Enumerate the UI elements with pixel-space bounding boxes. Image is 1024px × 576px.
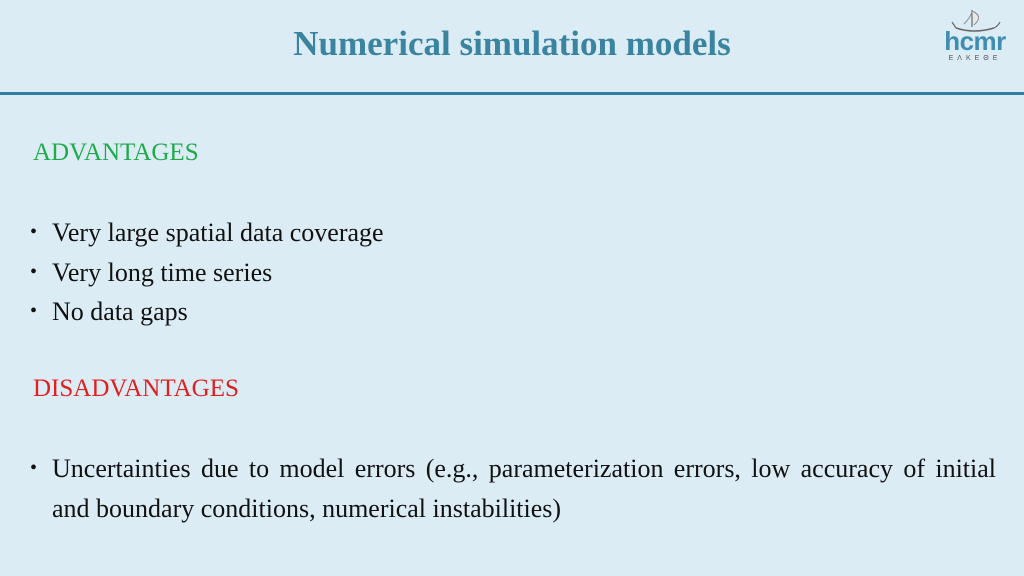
- list-item: [30, 213, 996, 253]
- bullet-icon: •: [30, 457, 38, 479]
- hcmr-logo: [934, 6, 1016, 66]
- slide-title: Numerical simulation models: [293, 24, 731, 63]
- bullet-icon: •: [30, 221, 38, 243]
- logo-subtext: ΕΛΚΕΘΕ: [948, 55, 1002, 62]
- slide-header: [0, 0, 1024, 94]
- list-item: [30, 292, 996, 332]
- list-item-text: Uncertainties due to model errors (e.g., parameterization errors, low accuracy of initial and boundary conditions, numerical instabilities): [52, 454, 996, 523]
- advantages-heading: ADVANTAGES: [33, 139, 199, 166]
- bullet-icon: •: [30, 260, 38, 283]
- header-divider: [0, 92, 1024, 95]
- list-item-text: Very long time series: [52, 257, 273, 287]
- advantages-list: [30, 213, 996, 332]
- bullet-icon: •: [30, 300, 38, 322]
- list-item: [30, 253, 996, 293]
- disadvantages-list: [30, 449, 996, 528]
- list-item: [30, 449, 996, 528]
- list-item-text: No data gaps: [52, 297, 188, 326]
- disadvantages-heading: DISADVANTAGES: [33, 375, 239, 402]
- logo-wordmark: hcmr: [944, 26, 1006, 56]
- list-item-text: Very large spatial data coverage: [52, 218, 384, 247]
